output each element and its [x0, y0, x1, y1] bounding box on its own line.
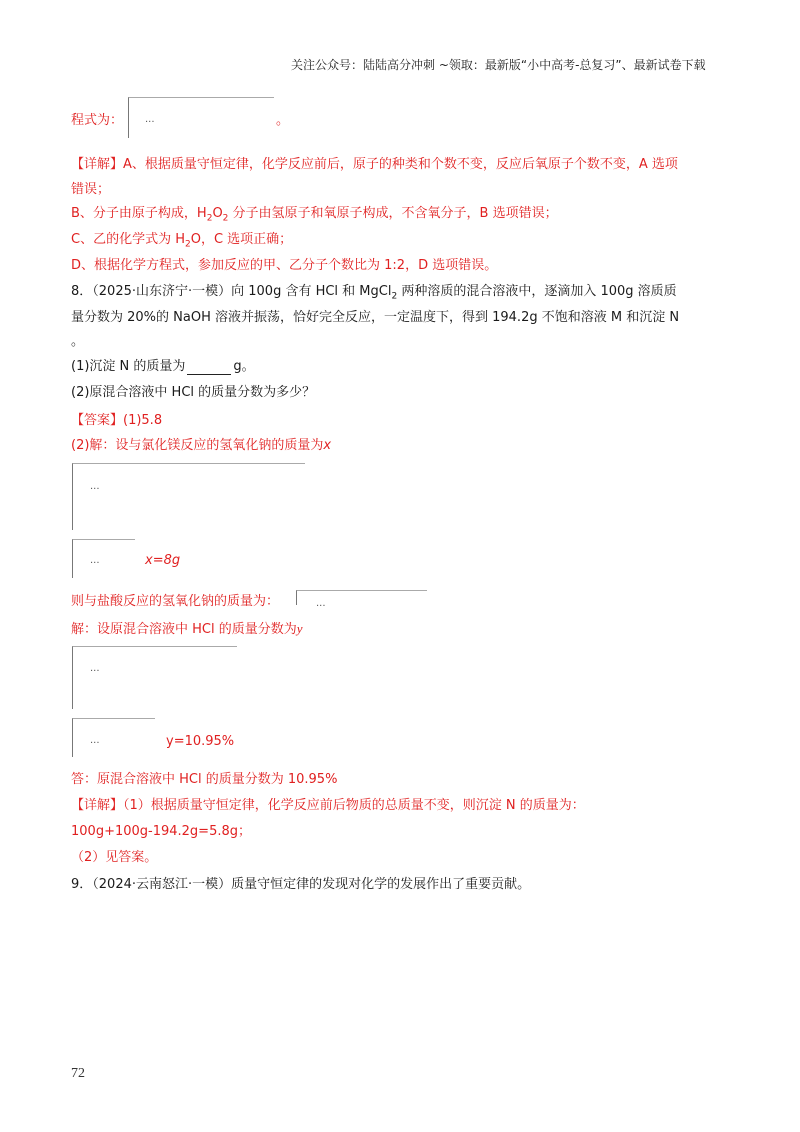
detail-d: D、根据化学方程式，参加反应的甲、乙分子个数比为 1:2，D 选项错误。: [71, 258, 498, 273]
detail-c: C、乙的化学式为 $H_2O$，C 选项正确；: [71, 232, 293, 250]
y-result: y=10.95%: [166, 734, 235, 749]
equation-image-box: [72, 463, 305, 530]
answer-part2-setup: (2)解：设与氯化镁反应的氢氧化钠的质量为x: [71, 438, 332, 453]
equation-end: 。: [276, 113, 290, 128]
question-9: 9．（2024·云南怒江·一模）质量守恒定律的发现对化学的发展作出了重要贡献。: [71, 877, 531, 892]
detail-part2: （2）见答案。: [71, 850, 158, 865]
naoh-hcl-label: 则与盐酸反应的氢氧化钠的质量为：: [71, 594, 280, 609]
question-8-part1: (1)沉淀 N 的质量为 g。: [71, 359, 255, 374]
equation-placeholder: ...: [90, 663, 100, 674]
detail-a: 【详解】A、根据质量守恒定律，化学反应前后，原子的种类和个数不变，反应后氧原子个数不变，A 选项: [71, 157, 678, 172]
equation-label: 程式为：: [71, 113, 124, 128]
page-number: 72: [71, 1066, 85, 1081]
equation-placeholder: ...: [90, 555, 100, 566]
equation-image-box: [72, 646, 237, 709]
detail-a-cont: 错误；: [71, 182, 111, 197]
question-8: 8．（2025·山东济宁·一模）向 100g 含有 HCl 和 MgCl$_2$ 两种溶质的混合溶液中，逐滴加入 100g 溶质质: [71, 284, 677, 302]
equation-placeholder: ...: [145, 114, 155, 125]
detail-b: B、分子由原子构成，$H_2O_2$ 分子由氢原子和氧原子构成，不含氧分子，B 选项错误；: [71, 206, 558, 224]
page-header: 关注公众号：陆陆高分冲刺 ~领取：最新版“小中高考-总复习”、最新试卷下载: [291, 58, 706, 72]
set-y-line: 解：设原混合溶液中 HCl 的质量分数为y: [71, 621, 303, 637]
equation-placeholder: ...: [90, 481, 100, 492]
equation-placeholder: ...: [316, 598, 326, 609]
equation-image-box: [72, 539, 135, 578]
final-answer: 答：原混合溶液中 HCl 的质量分数为 10.95%: [71, 772, 338, 787]
answer-part1: 【答案】(1)5.8: [71, 413, 163, 428]
detail-part1-calc: 100g+100g-194.2g=5.8g；: [71, 824, 252, 839]
x-result: x=8g: [145, 553, 181, 568]
question-8-cont: 量分数为 20%的 NaOH 溶液并振荡，恰好完全反应，一定温度下，得到 194.2g 不饱和溶液 M 和沉淀 N: [71, 310, 680, 325]
detail-part1: 【详解】（1）根据质量守恒定律，化学反应前后物质的总质量不变，则沉淀 N 的质量为：: [71, 798, 585, 813]
answer-blank: [187, 362, 231, 375]
equation-placeholder: ...: [90, 735, 100, 746]
question-8-part2: (2)原混合溶液中 HCl 的质量分数为多少？: [71, 385, 316, 400]
question-8-end: 。: [71, 334, 85, 349]
equation-image-box: [72, 718, 155, 757]
